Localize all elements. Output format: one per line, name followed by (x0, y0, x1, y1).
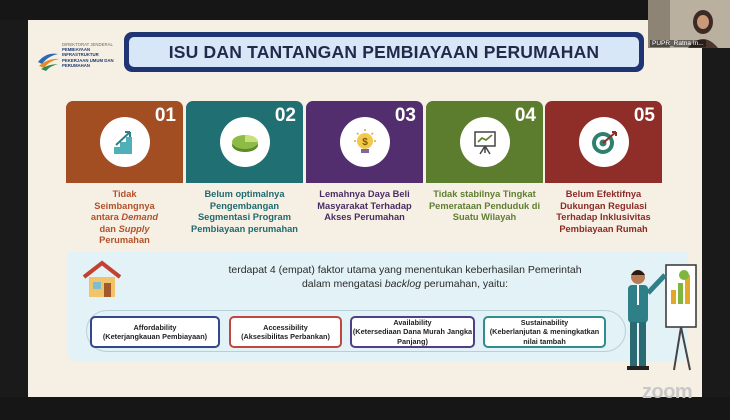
svg-text:$: $ (362, 137, 368, 148)
house-icon (80, 257, 124, 301)
card-number: 04 (514, 105, 536, 126)
factor-detail: (Keberlanjutan & meningkatkan nilai tambah (489, 327, 600, 346)
slide-title-box (124, 32, 644, 72)
factor-detail: (Ketersediaan Dana Murah Jangka Panjang) (352, 327, 473, 346)
factor-sustainability (483, 316, 606, 348)
factor-accessibility (229, 316, 342, 348)
pie-chart-icon (229, 127, 261, 157)
card-text: Lemahnya Daya Beli Masyarakat Terhadap Akses Perumahan (317, 189, 412, 223)
zoom-bottom-bar (0, 397, 730, 420)
card-number: 01 (154, 105, 176, 126)
issue-card-3 (306, 101, 423, 251)
slide-title: ISU DAN TANTANGAN PEMBIAYAAN PERUMAHAN (168, 41, 600, 62)
card-text: Tidak stabilnya Tingkat Pemerataan Penduduk di Suatu Wilayah (428, 189, 541, 223)
card-number: 02 (274, 105, 296, 126)
logo-swoosh-icon (36, 48, 60, 72)
factor-affordability (90, 316, 220, 348)
zoom-watermark: zoom (642, 381, 693, 403)
card-number: 03 (394, 105, 416, 126)
issue-card-2 (186, 101, 303, 251)
intro-line-2a: dalam mengatasi (301, 278, 382, 290)
card-text: Belum optimalnya Pengembangan Segmentasi Program Pembiayaan perumahan (191, 189, 298, 234)
issue-card-4 (426, 101, 543, 251)
logo-line-4: PEKERJAAN UMUM DAN (62, 57, 114, 63)
logo-line-5: PERUMAHAN (62, 62, 90, 68)
target-arrow-icon (589, 127, 619, 157)
factor-detail: (Aksesibilitas Perbankan) (241, 332, 330, 341)
logo-text (62, 42, 132, 68)
card-number: 05 (633, 105, 655, 126)
logo-line-3: INFRASTRUKTUR (62, 52, 99, 58)
factor-title: Affordability (133, 322, 177, 332)
shared-slide (28, 20, 702, 397)
organization-logo (36, 42, 128, 84)
participant-name: PUPR_Ratna In... (652, 40, 704, 47)
card-text: Tidak Seimbangnya antara Demand dan Supply Perumahan (90, 189, 159, 246)
factor-title: Accessibility (263, 322, 308, 332)
issue-card-5 (545, 101, 662, 251)
intro-line-2b: perumahan, yaitu: (423, 278, 509, 290)
participant-video-thumbnail[interactable] (648, 0, 730, 48)
presentation-board-icon (470, 127, 500, 157)
intro-line-1: terdapat 4 (empat) faktor utama yang menentukan keberhasilan Pemerintah (228, 264, 582, 276)
factor-title: Sustainability (520, 317, 569, 327)
presenter-illustration-icon (608, 245, 698, 390)
issue-card-1 (66, 101, 183, 251)
stairs-chart-icon (110, 127, 140, 157)
money-bulb-icon (350, 127, 380, 157)
factor-availability (350, 316, 475, 348)
logo-line-2: PEMBIAYAAN (62, 47, 91, 53)
intro-italic-word: backlog (384, 278, 422, 290)
factor-title: Availability (393, 317, 432, 327)
factor-detail: (Keterjangkauan Pembiayaan) (102, 332, 208, 341)
logo-line-1: DIREKTORAT JENDERAL (62, 42, 113, 47)
card-text: Belum Efektifnya Dukungan Regulasi Terhadap Inklusivitas Pembiayaan Rumah (556, 189, 651, 234)
factors-intro-text (170, 263, 640, 291)
zoom-top-bar (0, 0, 730, 20)
